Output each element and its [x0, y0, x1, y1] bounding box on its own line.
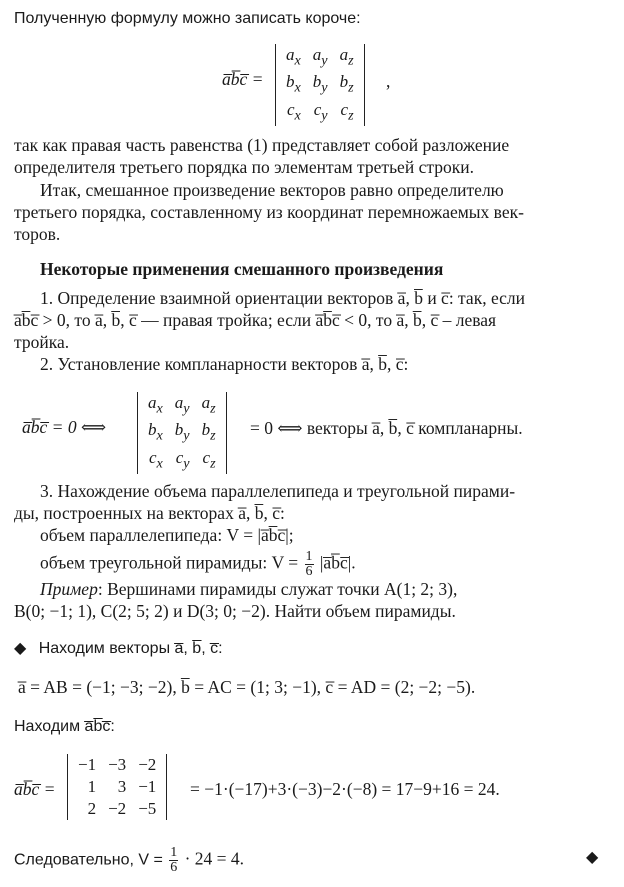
- matrix-cell: −1: [138, 777, 157, 796]
- conclusion-fraction: [169, 846, 178, 875]
- solution-find-vectors: [14, 636, 223, 660]
- item3-line4: [40, 550, 356, 579]
- find-vectors-text: Находим векторы a̅, b̅, c̅:: [38, 640, 223, 657]
- item3-line4-text: объем треугольной пирамиды: V =: [40, 552, 299, 573]
- matrix-cell: 1: [87, 777, 97, 796]
- find-abc: Находим a̅b̅c̅:: [14, 718, 115, 735]
- det2-cell: $c_x$: [148, 447, 163, 472]
- matrix-cell: −2: [138, 755, 157, 774]
- solution-matrix: [67, 754, 167, 820]
- conclusion-line: [14, 846, 244, 875]
- det1-lhs: a̅b̅c̅ =: [222, 69, 264, 89]
- example-line2: B(0; −1; 1), C(2; 5; 2) и D(3; 0; −2). Найти объем пирамиды.: [14, 601, 456, 621]
- det2-cell: $b_z$: [201, 420, 216, 444]
- fraction-numerator: 1: [170, 845, 178, 860]
- item1-line1: 1. Определение взаимной ориентации векторов a̅, b̅ и c̅: так, если: [40, 288, 526, 308]
- conclusion-text: Следовательно, V =: [14, 851, 163, 869]
- matrix-cell: 2: [87, 799, 97, 818]
- conclusion-tail: · 24 = 4.: [184, 848, 245, 869]
- example-label: Пример: [40, 579, 98, 599]
- det1-cell: $b_z$: [339, 72, 354, 96]
- det1-cell: $b_y$: [312, 72, 328, 96]
- item1-line3: тройка.: [14, 332, 70, 352]
- det2-cell: $c_y$: [175, 447, 190, 472]
- vectors-line: a̅ = AB = (−1; −3; −2), b̅ = AC = (1; 3; −1), c̅ = AD = (2; −2; −5).: [18, 677, 476, 697]
- item1-line2: a̅b̅c̅ > 0, то a̅, b̅, c̅ — правая тройка; если a̅b̅c̅ < 0, то a̅, b̅, c̅ – левая: [14, 310, 497, 330]
- det2-cell: $c_z$: [202, 447, 216, 472]
- matrix-cell: −5: [138, 799, 157, 818]
- fraction-one-sixth: [305, 550, 314, 579]
- det2-cell: $b_x$: [148, 420, 163, 444]
- matrix-cell: −3: [108, 755, 127, 774]
- det1-cell: $a_y$: [312, 45, 328, 69]
- matrix-cell: 3: [117, 777, 127, 796]
- det1-matrix: [275, 44, 365, 126]
- fraction-denominator: 6: [170, 860, 178, 875]
- example-line1: [40, 578, 457, 600]
- det1-cell: $c_y$: [313, 99, 328, 124]
- det2-matrix: [137, 392, 227, 474]
- det1-cell: $c_z$: [340, 99, 354, 124]
- matrix-cell: −2: [108, 799, 127, 818]
- det2-cell: $b_y$: [174, 420, 190, 444]
- item3-line4-tail: |a̅b̅c̅|.: [319, 552, 356, 573]
- fraction-denominator: 6: [305, 564, 313, 579]
- solution-lhs: a̅b̅c̅ =: [14, 779, 56, 799]
- item3-line2: ды, построенных на векторах a̅, b̅, c̅:: [14, 503, 285, 523]
- example-text: : Вершинами пирамиды служат точки A(1; 2; 3),: [97, 579, 458, 599]
- item3-line3: объем параллелепипеда: V = |a̅b̅c̅|;: [40, 525, 294, 545]
- det2-cell: $a_x$: [148, 393, 163, 417]
- intro-line: Полученную формулу можно записать короче:: [14, 10, 361, 27]
- item2-lhs: a̅b̅c̅ = 0 ⟺: [22, 417, 107, 437]
- diamond-icon: ◆: [14, 638, 27, 657]
- det2-cell: $a_z$: [201, 393, 216, 417]
- section-heading: Некоторые применения смешанного произведения: [40, 259, 444, 279]
- det1-tail: ,: [386, 71, 391, 91]
- item3-line1: 3. Нахождение объема параллелепипеда и треугольной пирами-: [40, 481, 516, 501]
- item2-rhs: = 0 ⟺ векторы a̅, b̅, c̅ компланарны.: [250, 418, 523, 438]
- para2-line3: торов.: [14, 224, 61, 244]
- det1-cell: $b_x$: [286, 72, 301, 96]
- det1-cell: $a_x$: [286, 45, 301, 69]
- diamond-icon: ◆: [586, 847, 599, 866]
- item2-line1: 2. Установление компланарности векторов a̅, b̅, c̅:: [40, 354, 409, 374]
- det1-cell: $a_z$: [339, 45, 354, 69]
- det1-cell: $c_x$: [286, 99, 301, 124]
- para1-line2: определителя третьего порядка по элементам третьей строки.: [14, 157, 474, 177]
- para2-line2: третьего порядка, составленному из координат перемножаемых век-: [14, 202, 524, 222]
- para1-line1: так как правая часть равенства (1) представляет собой разложение: [14, 135, 510, 155]
- para2-line1: Итак, смешанное произведение векторов равно определителю: [40, 180, 504, 200]
- solution-rhs: = −1·(−17)+3·(−3)−2·(−8) = 17−9+16 = 24.: [190, 779, 500, 799]
- fraction-numerator: 1: [305, 549, 313, 564]
- det2-cell: $a_y$: [174, 393, 190, 417]
- matrix-cell: −1: [78, 755, 97, 774]
